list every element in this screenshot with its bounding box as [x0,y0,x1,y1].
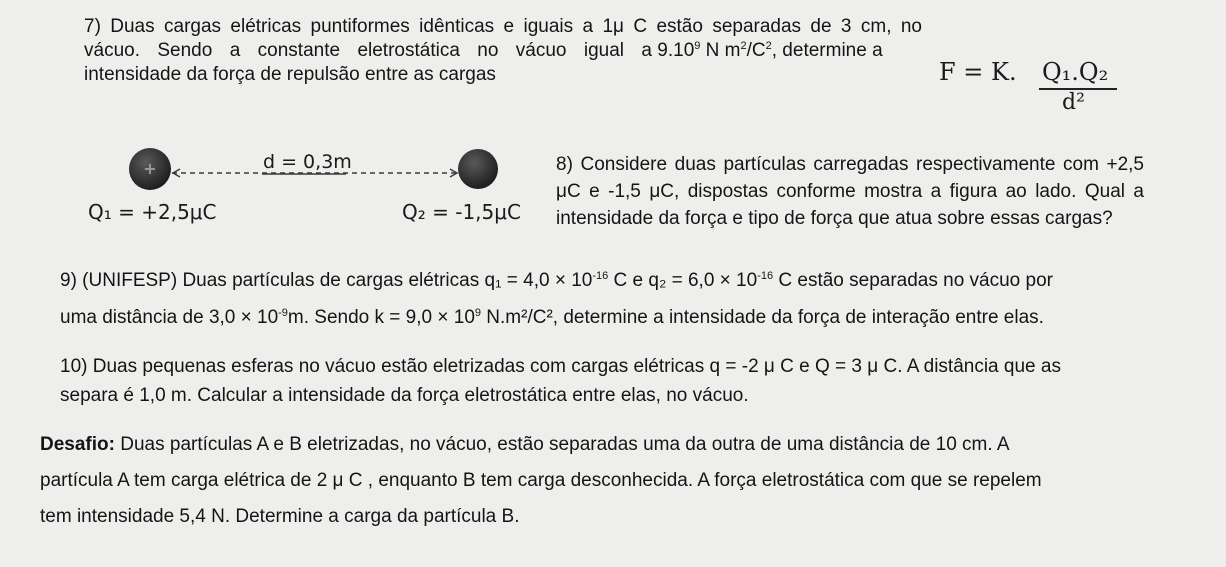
q8-line-1: 8) Considere duas partículas carregadas respectivamente com +2,5 [556,154,1144,175]
q8-line-3: intensidade da força e tipo de força que atua sobre essas cargas? [556,208,1113,229]
q7-constant-unit: N m [705,40,741,61]
desafio-line-1-text: Duas partículas A e B eletrizadas, no vácuo, estão separadas uma da outra de uma distância de 10 cm. A [114,434,1010,455]
q9-charge-q2-exp: -16 [757,270,774,282]
charges-diagram [0,138,540,238]
formula-denominator: d² [1062,90,1085,115]
q9-constant-unit: N.m²/C² [486,307,553,328]
desafio-line-2: partícula A tem carga elétrica de 2 μ C , enquanto B tem carga desconhecida. A força eletrostática com que se repelem [40,470,1042,491]
q7-unit-exp-2: 2 [765,40,772,52]
q7-unit-exp-1: 2 [740,40,747,52]
q9-line-2-text: uma distância de [60,307,204,328]
q10-line-2: separa é 1,0 m. Calcular a intensidade da força eletrostática entre elas, no vácuo. [60,385,749,406]
q8-line-2: μC e -1,5 μC, dispostas conforme mostra a figura ao lado. Qual a [556,181,1144,202]
q9-charge-q1: q₁ = 4,0 × 10 [484,270,593,291]
q7-constant-unit-b: /C [746,40,766,61]
formula-numerator: Q₁.Q₂ [1042,58,1109,86]
q10-line-1: 10) Duas pequenas esferas no vácuo estão eletrizadas com cargas elétricas q = -2 μ C e Q = 3 μ C. A distância que as [60,356,1061,377]
q7-constant-exponent: 9 [694,40,701,52]
charge-q2-label: Q₂ = -1,5μC [402,200,521,224]
q9-line-2-end: , determine a intensidade da força de interação entre elas. [552,307,1044,328]
q7-constant-value: 9.10 [657,40,695,61]
desafio-label: Desafio: [40,434,115,455]
distance-label: d = 0,3m [263,151,352,173]
formula-lhs: F = K. [939,58,1017,86]
q9-charge-q2: q₂ = 6,0 × 10 [648,270,758,291]
q9-line-1-text: 9) (UNIFESP) Duas partículas de cargas elétricas [60,270,480,291]
q9-conjunction: C e [613,270,644,291]
q7-line-3: intensidade da força de repulsão entre as cargas [84,64,496,85]
q9-distance-unit: m. Sendo [287,307,370,328]
q7-line-2-end: , determine a [771,40,883,61]
coulomb-formula [937,58,1127,118]
q7-line-2 [84,40,924,62]
charge-q2-sign: - [474,159,482,178]
q7-line-1: 7) Duas cargas elétricas puntiformes idênticas e iguais a 1μ C estão separadas de 3 cm, no [84,16,922,37]
charge-q1-sign: + [143,159,157,178]
q9-line-1-end: C estão separadas no vácuo por [778,270,1053,291]
charge-q1-label: Q₁ = +2,5μC [88,200,217,224]
q9-constant: k = 9,0 × 10 [374,307,475,328]
desafio-line-3: tem intensidade 5,4 N. Determine a carga da partícula B. [40,506,520,527]
q9-charge-q1-exp: -16 [592,270,609,282]
q9-distance: 3,0 × 10 [208,307,279,328]
q9-line-2 [60,307,1044,329]
q9-distance-exp: -9 [278,307,288,319]
q7-line-2-text: vácuo. Sendo a constante eletrostática no vácuo igual a [84,40,652,61]
q9-constant-exp: 9 [474,307,482,319]
q9-line-1 [60,270,1156,292]
desafio-line-1 [40,434,1190,456]
